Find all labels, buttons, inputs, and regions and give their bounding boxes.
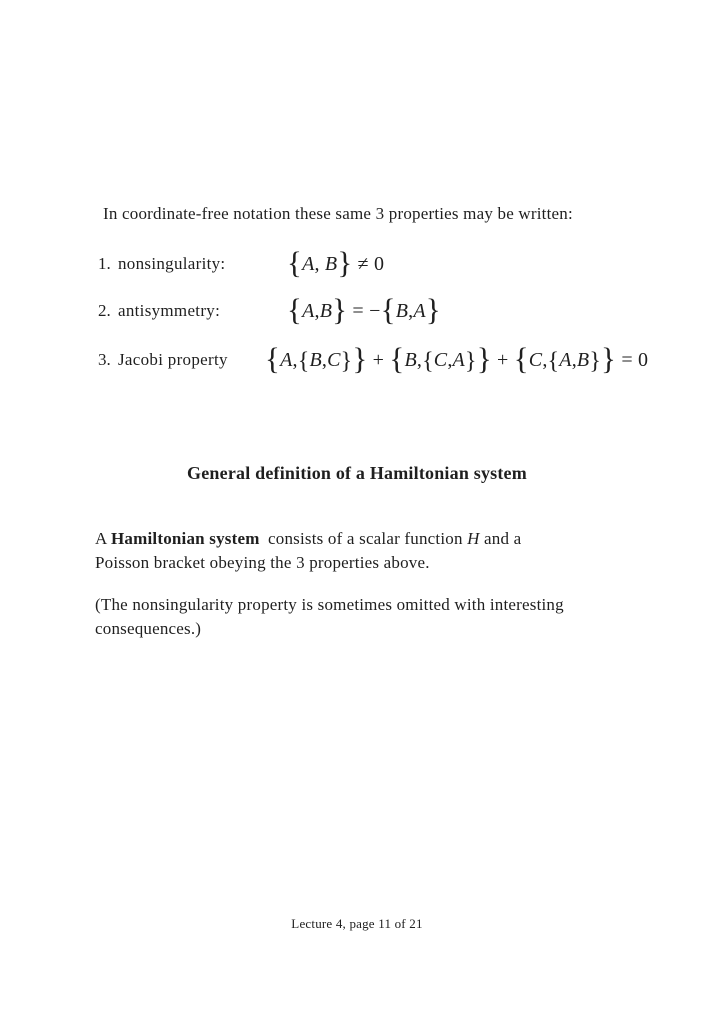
definition-text-end: and a — [479, 529, 522, 548]
definition-text-mid: consists of a scalar function — [263, 529, 468, 548]
close-brace: } — [332, 291, 348, 327]
math-variable: B — [576, 348, 590, 371]
close-brace: } — [464, 347, 477, 374]
open-brace: { — [287, 291, 303, 327]
definition-paragraph — [95, 527, 521, 575]
open-brace: { — [265, 340, 281, 376]
math-variable: B — [404, 348, 417, 371]
property-label: nonsingularity: — [118, 254, 226, 273]
open-brace: { — [422, 347, 434, 374]
intro-text: In coordinate-free notation these same 3 properties may be written: — [103, 204, 573, 223]
property-formula: {A, B} ≠ 0 — [287, 244, 385, 280]
property-formula: {A,B} = −{B,A} — [287, 291, 441, 327]
page-footer: Lecture 4, page 11 of 21 — [291, 916, 423, 931]
math-variable: B — [324, 252, 338, 275]
open-brace: { — [547, 347, 560, 374]
math-variable: C — [327, 348, 341, 371]
math-variable: B — [395, 299, 409, 322]
note-text-line1: (The nonsingularity property is sometimes omitted with interesting — [95, 595, 564, 614]
property-row-antisymmetry — [98, 292, 441, 330]
math-variable: B — [319, 299, 333, 322]
math-variable: A — [413, 299, 426, 322]
math-variable: C — [433, 348, 448, 371]
math-variable: A — [559, 348, 572, 371]
property-number: 2. — [98, 301, 111, 320]
math-variable: A — [280, 348, 293, 371]
note-paragraph — [95, 593, 564, 641]
close-brace: } — [337, 244, 353, 280]
definition-text-line2: Poisson bracket obeying the 3 properties above. — [95, 553, 430, 572]
definition-bold-term: Hamiltonian system — [111, 529, 260, 548]
math-variable: A — [302, 252, 315, 275]
close-brace: } — [425, 291, 441, 327]
math-variable: C — [528, 348, 543, 371]
property-label: Jacobi property — [118, 350, 228, 369]
note-text-line2: consequences.) — [95, 619, 202, 638]
property-formula: {A,{B,C}} + {B,{C,A}} + {C,{A,B}} = 0 — [265, 340, 649, 376]
math-variable: B — [309, 348, 322, 371]
property-row-nonsingularity — [98, 245, 384, 283]
math-variable: A — [452, 348, 465, 371]
close-brace: } — [589, 347, 602, 374]
variable-h: H — [467, 529, 480, 548]
open-brace: { — [389, 340, 405, 376]
math-variable: A — [302, 299, 315, 322]
open-brace: { — [287, 244, 303, 280]
close-brace: } — [476, 340, 492, 376]
section-heading: General definition of a Hamiltonian system — [187, 463, 527, 483]
property-label: antisymmetry: — [118, 301, 221, 320]
open-brace: { — [380, 291, 396, 327]
property-number: 1. — [98, 254, 111, 273]
open-brace: { — [513, 340, 529, 376]
close-brace: } — [352, 340, 368, 376]
definition-text-prefix: A — [95, 529, 111, 548]
open-brace: { — [297, 347, 310, 374]
property-number: 3. — [98, 350, 111, 369]
property-row-jacobi — [98, 341, 648, 379]
close-brace: } — [340, 347, 353, 374]
close-brace: } — [601, 340, 617, 376]
